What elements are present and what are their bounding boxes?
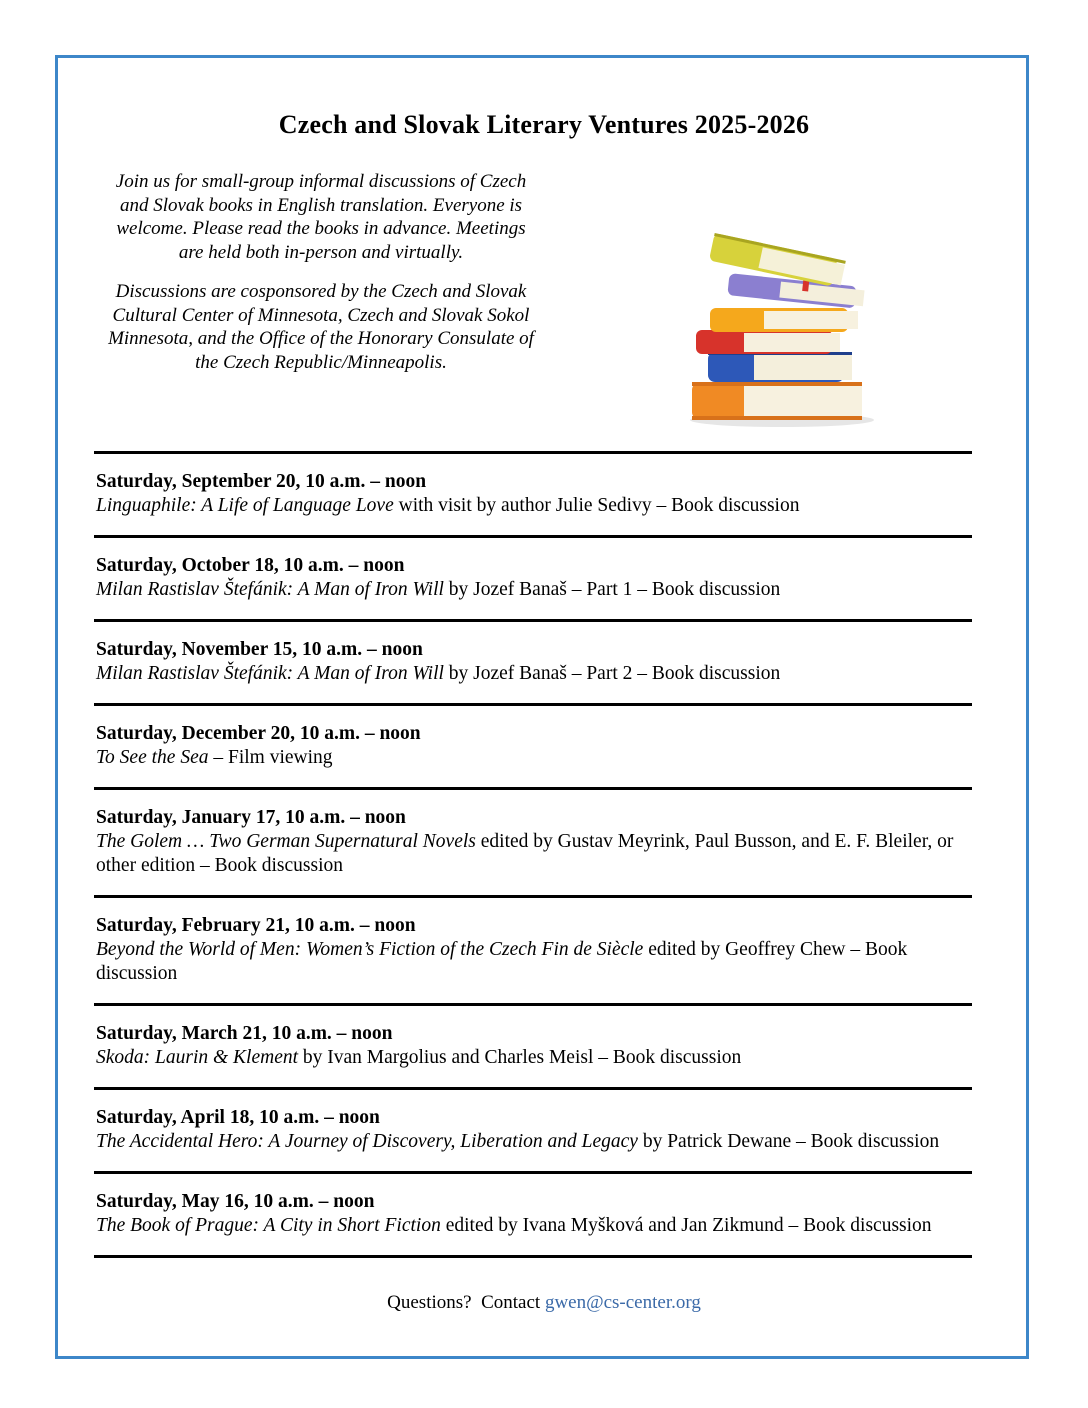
book-title: Milan Rastislav Štefánik: A Man of Iron Will [96,579,444,600]
contact-label: Questions? Contact [387,1292,545,1313]
event-date: Saturday, March 21, 10 a.m. – noon [96,1023,393,1044]
event-description [96,746,970,770]
contact-line [0,1292,1088,1314]
event-description [96,494,970,518]
page-title: Czech and Slovak Literary Ventures 2025-2026 [278,110,810,139]
event-item [94,451,972,535]
event-description [96,938,970,986]
sponsors-paragraph: Discussions are cosponsored by the Czech and Slovak Cultural Center of Minnesota, Czech and Slovak Sokol Minnesota, and the Office of the Honorary Consulate of the Czech Republic/Minneapolis. [108,281,534,373]
event-date: Saturday, September 20, 10 a.m. – noon [96,471,427,492]
events-list [94,451,972,1258]
intro-paragraph: Join us for small-group informal discussions of Czech and Slovak books in English translation. Everyone is welcome. Please read the books in advance. Meetings are held both in-person and virtually. [115,171,527,263]
book-title: Linguaphile: A Life of Language Love [96,495,394,516]
event-description [96,1214,970,1238]
book-title: Beyond the World of Men: Women’s Fiction of the Czech Fin de Siècle [96,939,644,960]
event-details: – Film viewing [208,747,333,768]
event-details: by Ivan Margolius and Charles Meisl – Book discussion [298,1047,742,1068]
film-title: To See the Sea [96,747,209,768]
event-item [94,619,972,703]
event-date: Saturday, May 16, 10 a.m. – noon [96,1191,375,1212]
event-date: Saturday, December 20, 10 a.m. – noon [96,723,421,744]
book-title: The Accidental Hero: A Journey of Discovery, Liberation and Legacy [96,1131,638,1152]
event-item [94,895,972,1003]
event-details: edited by Gustav Meyrink, Paul Busson, and E. F. Bleiler, or other edition – Book discussion [96,831,954,876]
event-item [94,1171,972,1258]
event-date: Saturday, November 15, 10 a.m. – noon [96,639,423,660]
book-title: The Golem … Two German Supernatural Novels [96,831,476,852]
event-description [96,830,970,878]
event-item [94,535,972,619]
event-details: with visit by author Julie Sedivy – Book discussion [393,495,800,516]
event-details: edited by Geoffrey Chew – Book discussion [96,939,908,984]
event-details: by Jozef Banaš – Part 1 – Book discussion [443,579,781,600]
event-details: by Jozef Banaš – Part 2 – Book discussion [443,663,781,684]
event-date: Saturday, February 21, 10 a.m. – noon [96,915,416,936]
event-description [96,578,970,602]
event-date: Saturday, October 18, 10 a.m. – noon [96,555,405,576]
intro-text [108,170,534,374]
event-description [96,1046,970,1070]
book-title: Skoda: Laurin & Klement [96,1047,299,1068]
event-date: Saturday, April 18, 10 a.m. – noon [96,1107,380,1128]
book-title: The Book of Prague: A City in Short Fiction [96,1215,441,1236]
event-item [94,1087,972,1171]
event-item [94,703,972,787]
event-item [94,787,972,895]
contact-email-link[interactable]: gwen@cs-center.org [544,1292,701,1313]
event-details: edited by Ivana Myšková and Jan Zikmund – Book discussion [440,1215,932,1236]
event-description [96,1130,970,1154]
event-date: Saturday, January 17, 10 a.m. – noon [96,807,406,828]
event-details: by Patrick Dewane – Book discussion [637,1131,940,1152]
event-item [94,1003,972,1087]
book-stack-icon [684,232,880,432]
event-description [96,662,970,686]
book-title: Milan Rastislav Štefánik: A Man of Iron Will [96,663,444,684]
